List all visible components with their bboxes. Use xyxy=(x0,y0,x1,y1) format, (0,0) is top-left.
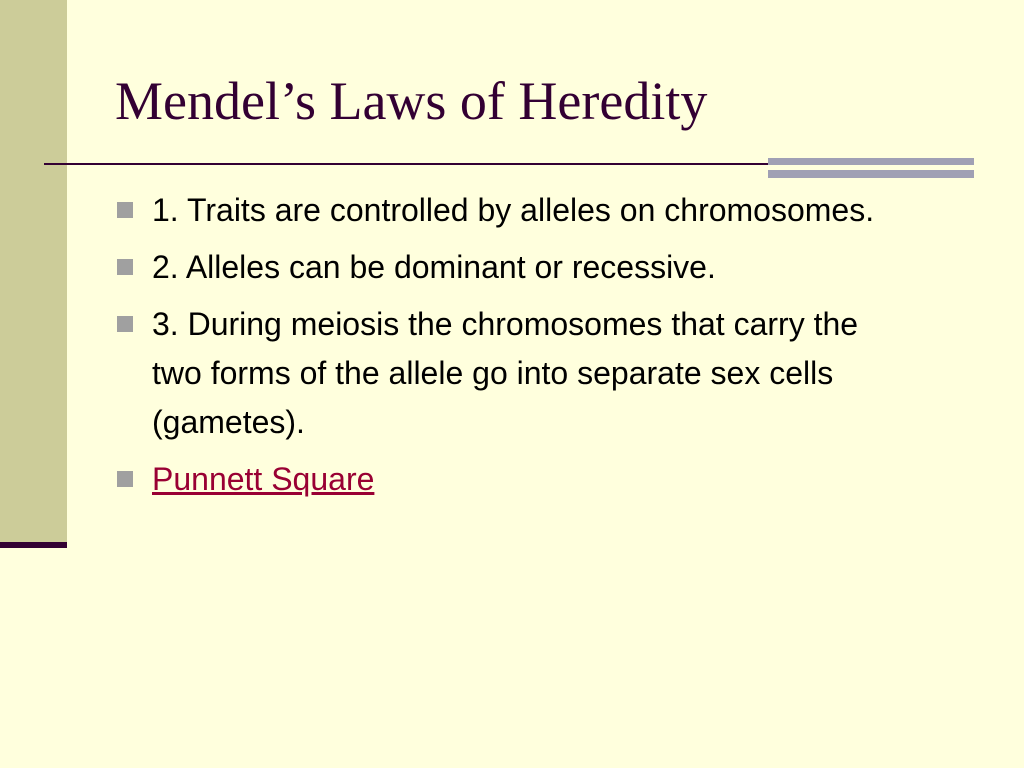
square-bullet-icon xyxy=(117,471,133,487)
bullet-item-1 xyxy=(115,186,875,235)
bullet-text: 1. Traits are controlled by alleles on chromosomes. xyxy=(152,192,875,228)
title-divider-accent-bottom xyxy=(768,170,974,178)
square-bullet-icon xyxy=(117,316,133,332)
square-bullet-icon xyxy=(117,202,133,218)
left-decorative-band xyxy=(0,0,67,543)
bullet-text: 3. During meiosis the chromosomes that carry the two forms of the allele go into separate sex cells (gametes). xyxy=(152,306,859,440)
slide-title: Mendel’s Laws of Heredity xyxy=(115,71,708,131)
punnett-square-link[interactable]: Punnett Square xyxy=(152,461,375,497)
bullet-item-3 xyxy=(115,300,875,447)
title-divider-accent-top xyxy=(768,158,974,165)
bullet-item-4 xyxy=(115,455,875,504)
bullet-text: 2. Alleles can be dominant or recessive. xyxy=(152,249,716,285)
left-band-accent-bar xyxy=(0,542,67,548)
bullet-item-2 xyxy=(115,243,875,292)
bullet-list xyxy=(115,186,875,512)
square-bullet-icon xyxy=(117,259,133,275)
